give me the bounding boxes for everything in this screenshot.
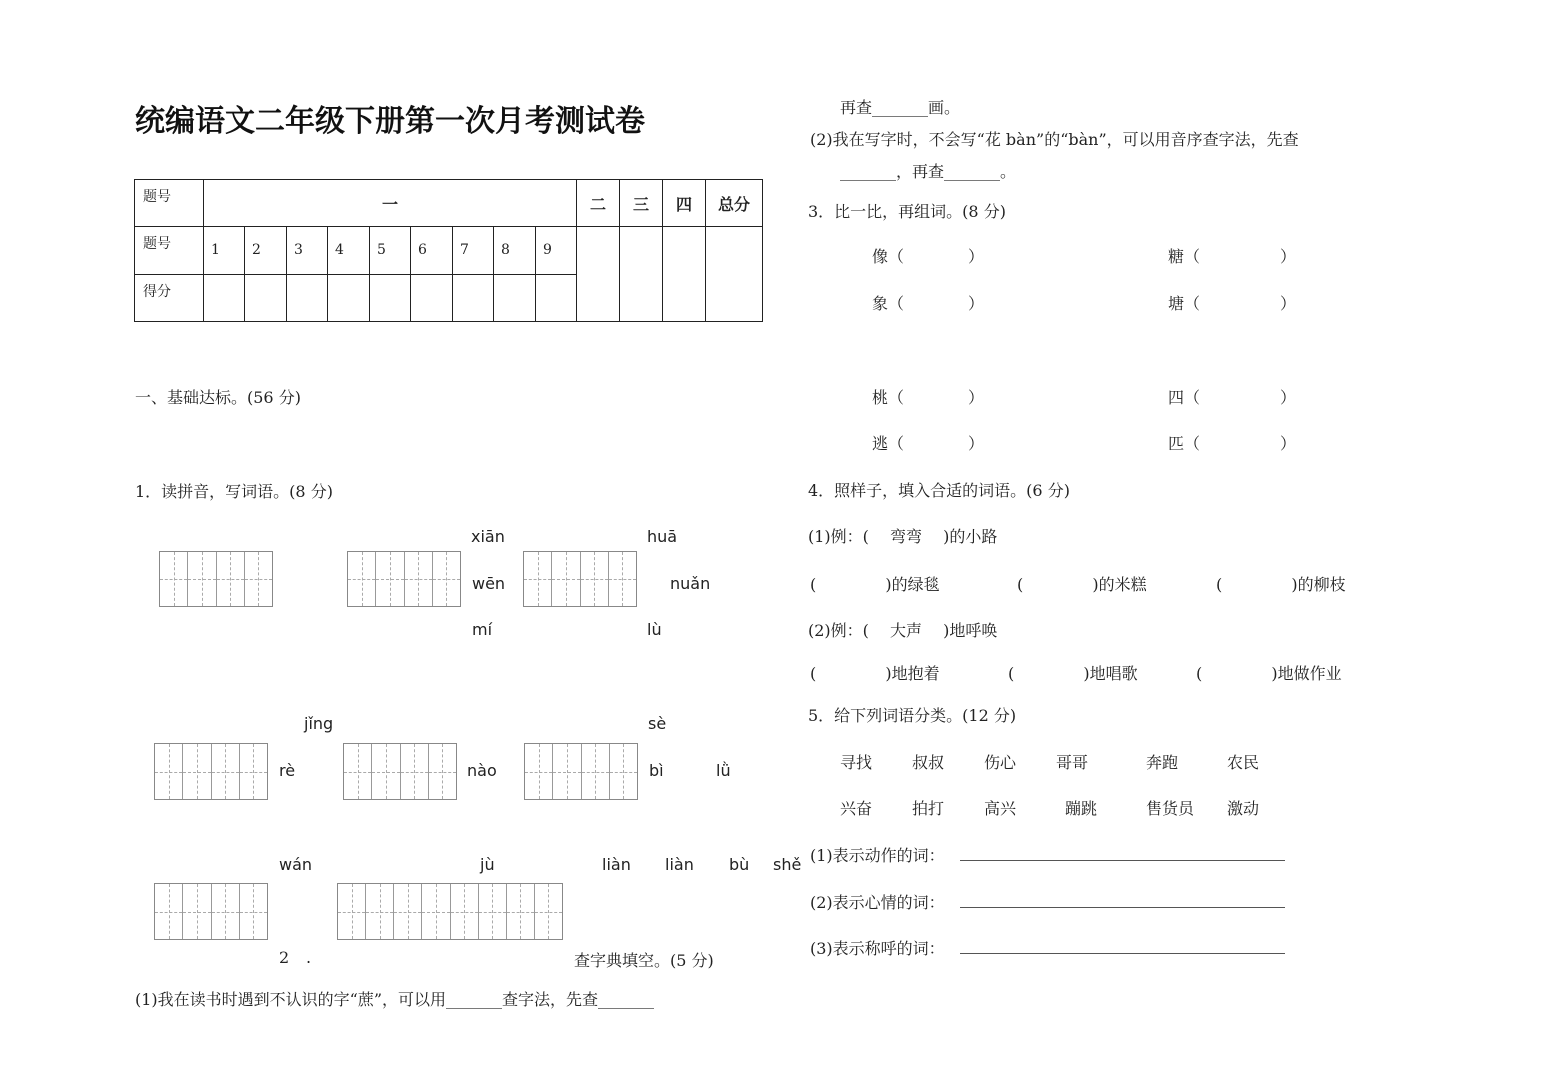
fill-item: ( )地做作业 [1196,664,1342,683]
score-cell[interactable] [411,274,453,321]
classify-label: (2)表示心情的词： [810,893,945,912]
question-number: 9 [536,227,577,274]
answer-line[interactable] [960,953,1285,954]
fill-item: ( )的绿毯 [810,575,940,594]
classify-label: (3)表示称呼的词： [810,939,945,958]
word-item: 售货员 [1146,799,1195,818]
question-heading: 5．给下列词语分类。(12 分) [808,706,1017,725]
answer-line[interactable] [960,860,1285,861]
writing-grid[interactable] [343,743,457,800]
question-number: 8 [494,227,536,274]
score-cell[interactable] [620,227,663,322]
pinyin-label: wēn [472,574,506,593]
question-heading: 查字典填空。(5 分) [574,951,714,970]
classify-label: (1)表示动作的词： [810,846,945,865]
score-cell[interactable] [328,274,370,321]
question-number: 3 [287,227,328,274]
pinyin-label: lǜ [716,761,731,780]
word-item: 高兴 [984,799,1017,818]
score-cell[interactable] [245,274,287,321]
compare-item: 像（ ） [872,247,985,266]
fill-item: ( )的柳枝 [1216,575,1346,594]
question-heading: 3．比一比，再组词。(8 分) [808,202,1006,221]
score-cell[interactable] [577,227,620,322]
section-header: 一 [204,180,577,227]
word-item: 哥哥 [1056,753,1089,772]
question-line: (2)我在写字时，不会写“花 bàn”的“bàn”，可以用音序查字法，先查 [810,130,1299,149]
question-line: _______，再查_______。 [840,162,1017,181]
score-cell[interactable] [706,227,763,322]
score-cell[interactable] [536,274,577,321]
fill-item: ( )地唱歌 [1008,664,1138,683]
question-line: 再查_______画。 [840,98,961,117]
pinyin-label: liàn [602,855,631,874]
answer-line[interactable] [960,907,1285,908]
question-number: 2 [279,948,290,967]
score-cell[interactable] [663,227,706,322]
pinyin-label: jǐng [304,714,334,733]
example-line: (2)例：( 大声 )地呼唤 [808,621,998,640]
writing-grid[interactable] [523,551,637,607]
question-number: 4 [328,227,370,274]
compare-item: 四（ ） [1168,388,1297,407]
pinyin-label: jù [480,855,495,874]
score-cell[interactable] [204,274,245,321]
section-header: 总分 [706,180,763,227]
pinyin-label: huā [647,527,678,546]
score-cell[interactable] [453,274,494,321]
question-number: 2 [245,227,287,274]
question-line: (1)我在读书时遇到不认识的字“蔗”，可以用_______查字法，先查_______ [135,990,655,1009]
pinyin-label: mí [472,620,493,639]
word-item: 农民 [1227,753,1260,772]
pinyin-label: bì [649,761,664,780]
compare-item: 象（ ） [872,294,985,313]
row-label: 得分 [135,274,204,321]
fill-item: ( )的米糕 [1017,575,1147,594]
question-number: 6 [411,227,453,274]
pinyin-label: bù [729,855,750,874]
pinyin-label: sè [648,714,667,733]
score-table [134,179,763,322]
pinyin-label: liàn [665,855,694,874]
section-header: 三 [620,180,663,227]
question-number: 1 [204,227,245,274]
compare-item: 糖（ ） [1168,247,1297,266]
fill-item: ( )地抱着 [810,664,940,683]
question-dot: . [306,948,312,967]
compare-item: 匹（ ） [1168,434,1297,453]
score-cell[interactable] [494,274,536,321]
section-header: 四 [663,180,706,227]
word-item: 拍打 [912,799,945,818]
word-item: 蹦跳 [1065,799,1098,818]
score-cell[interactable] [370,274,411,321]
writing-grid[interactable] [347,551,461,607]
word-item: 激动 [1227,799,1260,818]
page-title: 统编语文二年级下册第一次月考测试卷 [135,104,645,139]
pinyin-label: shě [773,855,802,874]
pinyin-label: lù [647,620,662,639]
example-line: (1)例：( 弯弯 )的小路 [808,527,998,546]
question-heading: 4．照样子，填入合适的词语。(6 分) [808,481,1070,500]
compare-item: 逃（ ） [872,434,985,453]
score-cell[interactable] [287,274,328,321]
word-item: 叔叔 [912,753,945,772]
pinyin-label: wán [279,855,313,874]
word-item: 奔跑 [1146,753,1179,772]
writing-grid[interactable] [154,743,268,800]
word-item: 伤心 [984,753,1017,772]
writing-grid[interactable] [159,551,273,607]
row-label: 题号 [135,180,204,227]
pinyin-label: nuǎn [670,574,711,593]
word-item: 兴奋 [840,799,873,818]
question-heading: 1．读拼音，写词语。(8 分) [135,482,333,501]
writing-grid[interactable] [524,743,638,800]
question-number: 5 [370,227,411,274]
compare-item: 桃（ ） [872,388,985,407]
writing-grid[interactable] [154,883,268,940]
writing-grid[interactable] [337,883,563,940]
word-item: 寻找 [840,753,873,772]
compare-item: 塘（ ） [1168,294,1297,313]
section-heading: 一、基础达标。(56 分) [135,388,301,407]
pinyin-label: nào [467,761,497,780]
pinyin-label: rè [279,761,296,780]
row-label: 题号 [135,227,204,274]
section-header: 二 [577,180,620,227]
pinyin-label: xiān [471,527,505,546]
question-number: 7 [453,227,494,274]
